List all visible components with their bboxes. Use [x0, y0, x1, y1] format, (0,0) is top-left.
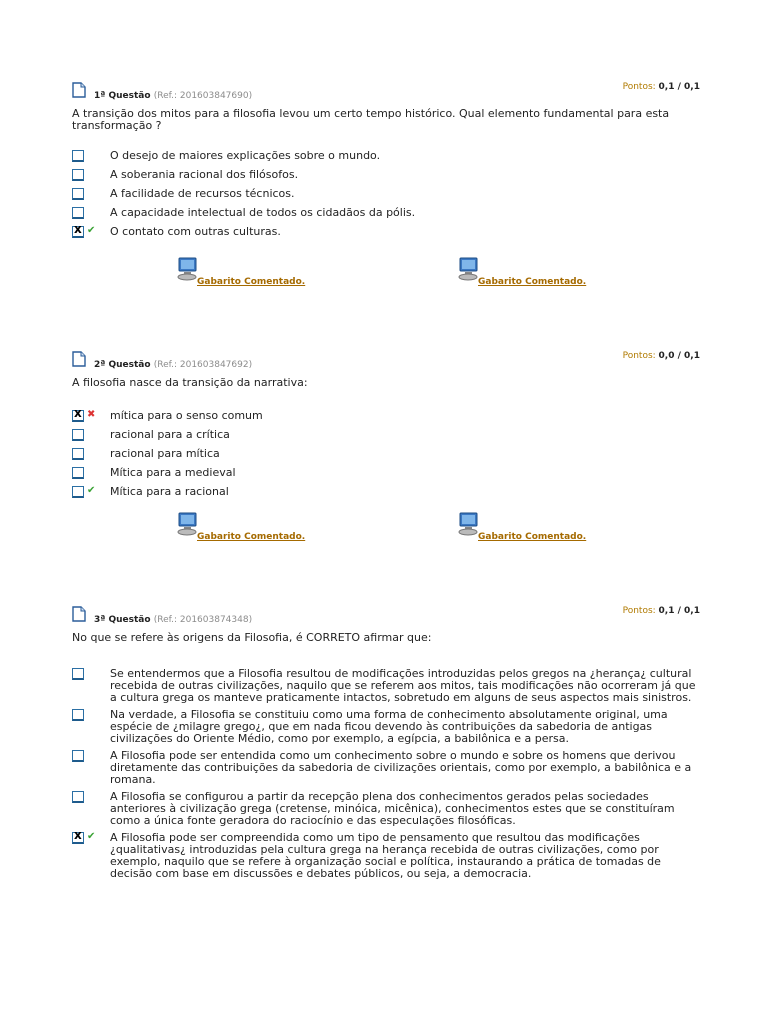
option[interactable]: [72, 150, 700, 162]
option-text: A soberania racional dos filósofos.: [110, 168, 299, 181]
computer-monitor-icon: [457, 512, 479, 536]
question-statement: A transição dos mitos para a filosofia levou um certo tempo histórico. Qual elemento fundamental para esta transformação ?: [72, 107, 670, 132]
question-title: 3ª Questão (Ref.: 201603874348): [94, 615, 253, 625]
question-statement: A filosofia nasce da transição da narrativa:: [72, 376, 308, 389]
checkmark-icon: ✔: [87, 485, 96, 496]
checkmark-icon: ✔: [87, 831, 96, 842]
option[interactable]: [72, 429, 700, 441]
options-list: [72, 150, 700, 238]
computer-monitor-icon: [457, 257, 479, 281]
checkbox[interactable]: [72, 791, 84, 803]
cross-icon: ✖: [87, 409, 96, 420]
option-text: mítica para o senso comum: [110, 409, 263, 422]
checkbox[interactable]: [72, 709, 84, 721]
score-value: 0,0 / 0,1: [658, 351, 700, 361]
question-2: [72, 351, 700, 505]
option[interactable]: [72, 750, 700, 786]
gabarito-link[interactable]: Gabarito Comentado.: [457, 532, 565, 542]
checkbox[interactable]: [72, 668, 84, 680]
question-title: 1ª Questão (Ref.: 201603847690): [94, 91, 253, 101]
option[interactable]: [72, 207, 700, 219]
option-text: A Filosofia se configurou a partir da recepção plena dos conhecimentos gerados pelas sociedades anteriores à civilização grega (cretense, minóica, micênica), conhecimentos estes que se constituíram como a única fonte geradora do raciocínio e das especulações filosóficas.: [110, 790, 675, 827]
option[interactable]: [72, 188, 700, 200]
option[interactable]: [72, 226, 700, 238]
option-text: Mítica para a racional: [110, 485, 229, 498]
option-text: O contato com outras culturas.: [110, 225, 281, 238]
document-icon: [72, 606, 86, 622]
checkbox-checked[interactable]: [72, 410, 84, 422]
checkmark-icon: ✔: [87, 225, 96, 236]
checkbox[interactable]: [72, 188, 84, 200]
checkbox[interactable]: [72, 169, 84, 181]
options-list: [72, 668, 700, 880]
score: Pontos: 0,1 / 0,1: [622, 606, 700, 616]
question-title: 2ª Questão (Ref.: 201603847692): [94, 360, 253, 370]
question-3: [72, 606, 700, 885]
checkbox[interactable]: [72, 750, 84, 762]
question-ref: (Ref.: 201603847692): [153, 360, 253, 370]
score: Pontos: 0,0 / 0,1: [622, 351, 700, 361]
document-icon: [72, 82, 86, 98]
checkbox[interactable]: [72, 150, 84, 162]
score-value: 0,1 / 0,1: [658, 82, 700, 92]
checkbox-checked[interactable]: [72, 226, 84, 238]
checkbox[interactable]: [72, 429, 84, 441]
option[interactable]: [72, 668, 700, 704]
checkbox[interactable]: [72, 467, 84, 479]
option-text: Se entendermos que a Filosofia resultou de modificações introduzidas pelos gregos na ¿herança¿ cultural recebida de outras civilizações, naquilo que se referem aos mitos, tais modificações não ocorreram já que a cultura grega os manteve praticamente intactos, sobretudo em alguns de seus aspectos mais sinistros.: [110, 667, 696, 704]
option[interactable]: [72, 467, 700, 479]
option[interactable]: [72, 448, 700, 460]
option-text: racional para mítica: [110, 447, 220, 460]
option-text: A Filosofia pode ser compreendida como um tipo de pensamento que resultou das modificações ¿qualitativas¿ introduzidas pela cultura grega na herança recebida de outras civilizações, como por exemplo, naquilo que se refere à organização social e política, instaurando a prática de tomadas de decisão com base em discussões e debates públicos, ou seja, a democracia.: [110, 831, 661, 880]
question-ref: (Ref.: 201603847690): [153, 91, 253, 101]
gabarito-link[interactable]: Gabarito Comentado.: [176, 277, 284, 287]
option-text: Na verdade, a Filosofia se constituiu como uma forma de conhecimento absolutamente original, uma espécie de ¿milagre grego¿, que em nada ficou devendo às contribuições da sabedoria de antigas civilizações do Oriente Médio, como por exemplo, a egípcia, a babilônica e a persa.: [110, 708, 668, 745]
option-text: O desejo de maiores explicações sobre o mundo.: [110, 149, 381, 162]
option-text: A capacidade intelectual de todos os cidadãos da pólis.: [110, 206, 416, 219]
option[interactable]: [72, 410, 700, 422]
score: Pontos: 0,1 / 0,1: [622, 82, 700, 92]
option[interactable]: [72, 832, 700, 880]
checkbox[interactable]: [72, 448, 84, 460]
gabarito-link[interactable]: Gabarito Comentado.: [176, 532, 284, 542]
option-text: racional para a crítica: [110, 428, 230, 441]
computer-monitor-icon: [176, 257, 198, 281]
checkbox[interactable]: [72, 207, 84, 219]
option[interactable]: [72, 486, 700, 498]
question-statement: No que se refere às origens da Filosofia, é CORRETO afirmar que:: [72, 631, 432, 644]
score-value: 0,1 / 0,1: [658, 606, 700, 616]
option[interactable]: [72, 709, 700, 745]
option-text: A Filosofia pode ser entendida como um conhecimento sobre o mundo e sobre os homens que derivou diretamente das contribuições da sabedoria de civilizações orientais, como por exemplo, a babilônica e a romana.: [110, 749, 692, 786]
option-text: A facilidade de recursos técnicos.: [110, 187, 295, 200]
checkbox[interactable]: [72, 486, 84, 498]
checkbox-checked[interactable]: [72, 832, 84, 844]
option-text: Mítica para a medieval: [110, 466, 236, 479]
option[interactable]: [72, 791, 700, 827]
option[interactable]: [72, 169, 700, 181]
computer-monitor-icon: [176, 512, 198, 536]
options-list: [72, 410, 700, 498]
document-icon: [72, 351, 86, 367]
question-ref: (Ref.: 201603874348): [153, 615, 253, 625]
gabarito-link[interactable]: Gabarito Comentado.: [457, 277, 565, 287]
question-1: [72, 82, 700, 245]
